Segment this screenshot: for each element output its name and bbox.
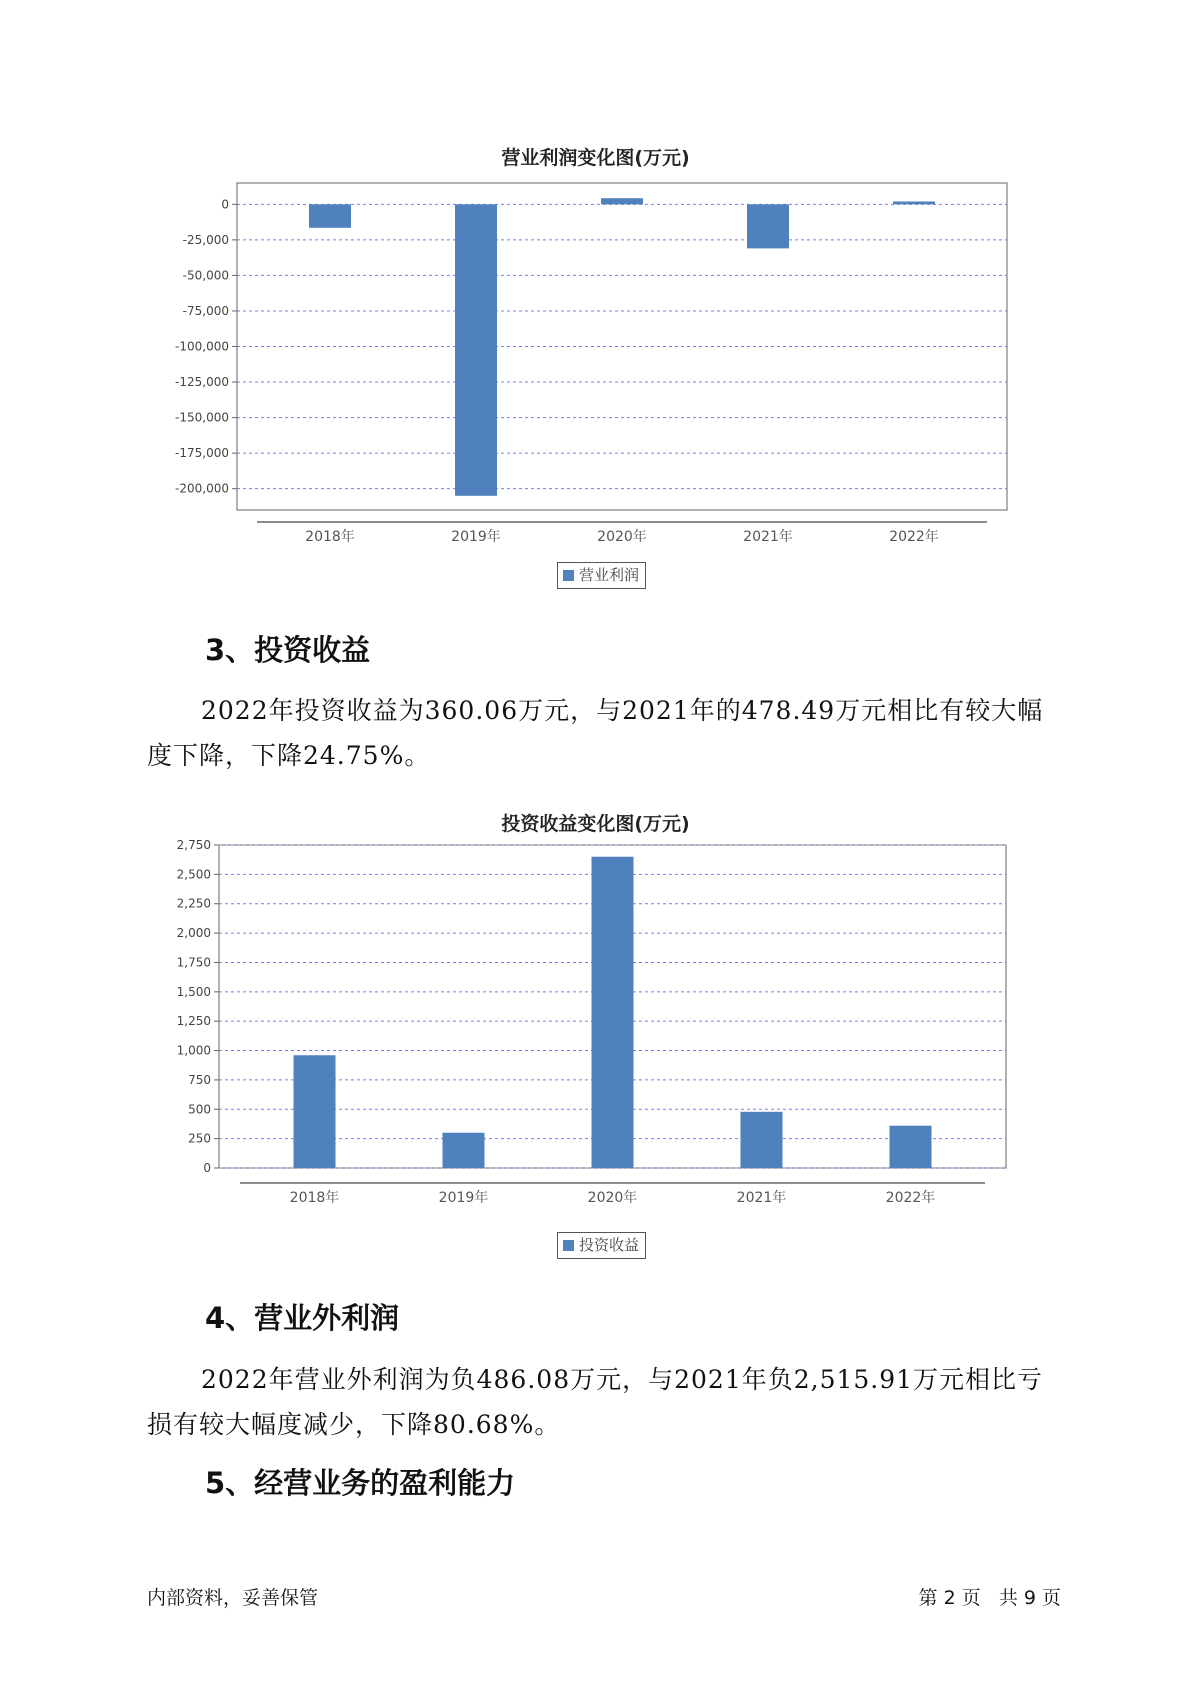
- x-tick-label: 2019年: [451, 529, 501, 545]
- x-tick-label: 2018年: [289, 1190, 340, 1206]
- y-tick-label: 2,250: [176, 896, 211, 911]
- y-tick-label: 2,500: [176, 867, 211, 882]
- y-tick-label: -100,000: [175, 339, 229, 354]
- x-tick-label: 2022年: [885, 1190, 936, 1206]
- section5-heading: 5、经营业务的盈利能力: [205, 1466, 516, 1500]
- y-tick-label: 2,750: [176, 838, 211, 852]
- y-tick-label: 0: [221, 197, 229, 212]
- y-tick-label: -25,000: [182, 232, 229, 247]
- y-tick-label: 750: [188, 1072, 211, 1087]
- y-tick-label: -125,000: [175, 375, 229, 390]
- y-tick-label: 1,500: [176, 984, 211, 999]
- bar: [443, 1133, 485, 1168]
- page-number: 第 2 页 共 9 页: [918, 1587, 1061, 1609]
- chart2-legend: [557, 1232, 646, 1259]
- y-tick-label: -75,000: [182, 303, 229, 318]
- x-tick-label: 2021年: [736, 1190, 787, 1206]
- y-tick-label: 1,000: [176, 1043, 211, 1058]
- x-tick-label: 2020年: [597, 529, 647, 545]
- y-tick-label: -50,000: [182, 268, 229, 283]
- bar: [741, 1112, 783, 1168]
- bar: [592, 857, 634, 1168]
- section3-heading: 3、投资收益: [205, 633, 371, 667]
- bar: [890, 1126, 932, 1168]
- y-tick-label: 1,250: [176, 1014, 211, 1029]
- chart2-title: 投资收益变化图(万元): [501, 813, 690, 835]
- y-tick-label: 0: [203, 1161, 211, 1175]
- section4-paragraph: 2022年营业外利润为负486.08万元，与2021年负2,515.91万元相比亏损有较大幅度减少，下降80.68%。: [147, 1365, 1044, 1439]
- y-tick-label: -200,000: [175, 481, 229, 496]
- x-tick-label: 2019年: [438, 1190, 489, 1206]
- y-tick-label: 500: [188, 1102, 211, 1117]
- bar: [294, 1055, 336, 1168]
- footer-note: 内部资料，妥善保管: [147, 1587, 319, 1609]
- x-tick-label: 2018年: [305, 529, 355, 545]
- x-tick-label: 2022年: [889, 529, 939, 545]
- y-tick-label: 2,000: [176, 926, 211, 941]
- chart1-legend-label: 营业利润: [579, 566, 640, 584]
- section3-paragraph: 2022年投资收益为360.06万元，与2021年的478.49万元相比有较大幅度下降，下降24.75%。: [147, 696, 1044, 770]
- chart1-title: 营业利润变化图(万元): [501, 147, 690, 169]
- chart2-legend-label: 投资收益: [579, 1236, 640, 1254]
- y-tick-label: -150,000: [175, 410, 229, 425]
- x-tick-label: 2020年: [587, 1190, 638, 1206]
- y-tick-label: 250: [188, 1131, 211, 1146]
- x-tick-label: 2021年: [743, 529, 793, 545]
- y-tick-label: -175,000: [175, 446, 229, 461]
- section4-heading: 4、营业外利润: [205, 1301, 400, 1335]
- legend-swatch: [563, 1240, 574, 1251]
- y-tick-label: 1,750: [176, 955, 211, 970]
